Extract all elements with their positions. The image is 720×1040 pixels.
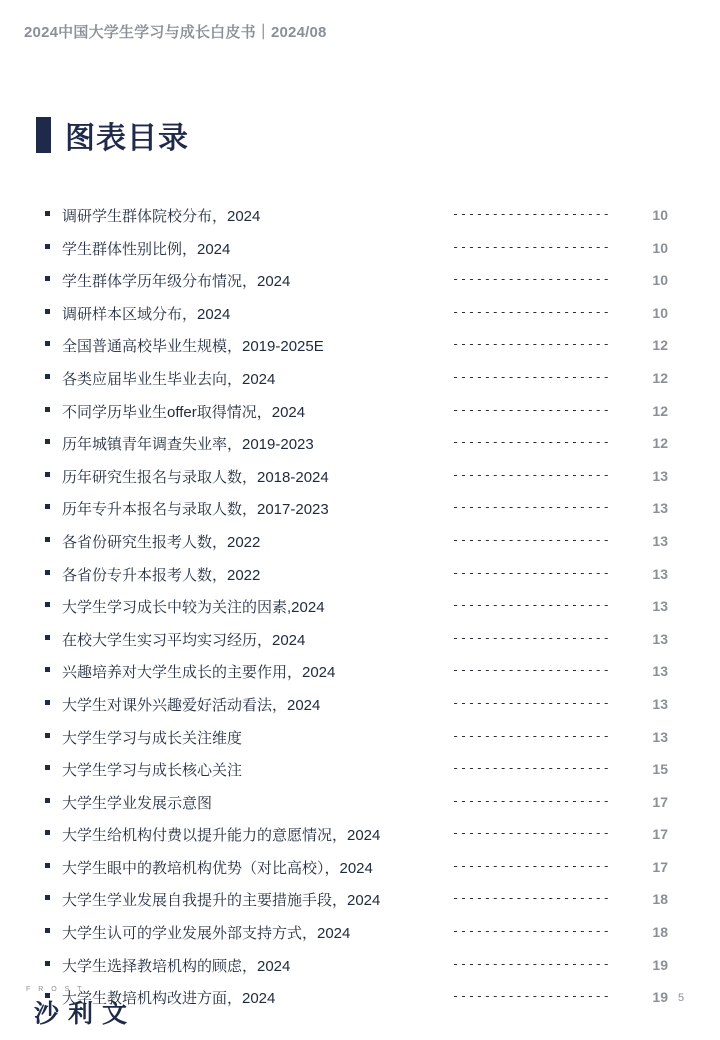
toc-entry[interactable] — [0, 330, 720, 363]
title-accent-bar — [36, 117, 51, 153]
toc-leader-dashes: -------------------- — [452, 598, 611, 613]
bullet-icon — [45, 374, 50, 379]
toc-page-number[interactable]: 12 — [652, 369, 668, 386]
toc-page-number[interactable]: 12 — [652, 435, 668, 452]
toc-entry[interactable] — [0, 624, 720, 657]
toc-leader-dashes: -------------------- — [452, 532, 611, 547]
toc-entry[interactable] — [0, 396, 720, 429]
toc-leader-dashes: -------------------- — [452, 826, 611, 841]
bullet-icon — [45, 537, 50, 542]
bullet-icon — [45, 211, 50, 216]
toc-leader-dashes: -------------------- — [452, 500, 611, 515]
page-number: 5 — [678, 992, 685, 1004]
bullet-icon — [45, 504, 50, 509]
toc-entry-label[interactable]: 大学生眼中的教培机构优势（对比高校），2024 — [62, 859, 373, 877]
bullet-icon — [45, 309, 50, 314]
toc-page-number[interactable]: 13 — [652, 630, 668, 647]
toc-page-number[interactable]: 18 — [652, 924, 668, 941]
toc-entry[interactable] — [0, 722, 720, 755]
toc-leader-dashes: -------------------- — [452, 858, 611, 873]
toc-entry-label[interactable]: 兴趣培养对大学生成长的主要作用，2024 — [62, 664, 336, 682]
toc-page-number[interactable]: 19 — [652, 956, 668, 973]
bullet-icon — [45, 700, 50, 705]
toc-page-number[interactable]: 13 — [652, 663, 668, 680]
toc-leader-dashes: -------------------- — [452, 304, 611, 319]
toc-entry[interactable] — [0, 884, 720, 917]
toc-page-number[interactable]: 10 — [652, 239, 668, 256]
toc-leader-dashes: -------------------- — [452, 402, 611, 417]
toc-leader-dashes: -------------------- — [452, 565, 611, 580]
toc-entry-label[interactable]: 调研学生群体院校分布，2024 — [62, 208, 261, 225]
toc-entry-label[interactable]: 大学生学业发展示意图 — [62, 794, 213, 812]
toc-page-number[interactable]: 10 — [652, 272, 668, 289]
toc-entry-label[interactable]: 大学生学习与成长关注维度 — [62, 729, 243, 747]
toc-entry-label[interactable]: 大学生选择教培机构的顾虑，2024 — [62, 957, 291, 975]
toc-entry-label[interactable]: 各省份研究生报考人数，2022 — [62, 533, 261, 551]
toc-page-number[interactable]: 10 — [652, 207, 668, 223]
bullet-icon — [45, 244, 50, 249]
toc-page-number[interactable]: 12 — [652, 337, 668, 354]
toc-entry[interactable] — [0, 852, 720, 885]
bullet-icon — [45, 439, 50, 444]
toc-entry[interactable] — [0, 461, 720, 494]
toc-entry-label[interactable]: 学生群体性别比例，2024 — [62, 240, 231, 258]
toc-entry-label[interactable]: 大学生学习成长中较为关注的因素,2024 — [62, 599, 325, 617]
toc-leader-dashes: -------------------- — [452, 695, 611, 710]
toc-entry[interactable] — [0, 656, 720, 689]
toc-leader-dashes: -------------------- — [452, 793, 611, 808]
toc-page-number[interactable]: 13 — [652, 532, 668, 549]
running-header: 2024中国大学生学习与成长白皮书｜2024/08 — [24, 24, 327, 41]
bullet-icon — [45, 472, 50, 477]
toc-leader-dashes: -------------------- — [452, 956, 611, 971]
toc-entry[interactable] — [0, 526, 720, 559]
toc-entry[interactable] — [0, 591, 720, 624]
toc-entry-label[interactable]: 大学生学业发展自我提升的主要措施手段，2024 — [62, 892, 381, 910]
toc-entry-label[interactable]: 不同学历毕业生offer取得情况，2024 — [62, 403, 306, 421]
toc-entry-label[interactable]: 在校大学生实习平均实习经历，2024 — [62, 631, 306, 649]
figure-list — [0, 200, 720, 1015]
bullet-icon — [45, 667, 50, 672]
toc-leader-dashes: -------------------- — [452, 891, 611, 906]
bullet-icon — [45, 733, 50, 738]
toc-page-number[interactable]: 13 — [652, 500, 668, 517]
toc-entry[interactable] — [0, 917, 720, 950]
bullet-icon — [45, 635, 50, 640]
toc-leader-dashes: -------------------- — [452, 989, 611, 1004]
toc-entry[interactable] — [0, 819, 720, 852]
toc-leader-dashes: -------------------- — [452, 630, 611, 645]
toc-page-number[interactable]: 17 — [652, 826, 668, 843]
toc-leader-dashes: -------------------- — [452, 369, 611, 384]
toc-entry-label[interactable]: 历年专升本报名与录取人数，2017-2023 — [62, 501, 329, 519]
toc-page-number[interactable]: 10 — [652, 304, 668, 321]
toc-leader-dashes: -------------------- — [452, 337, 611, 352]
brand-logo — [24, 986, 154, 1026]
toc-entry-label[interactable]: 大学生对课外兴趣爱好活动看法，2024 — [62, 696, 321, 714]
logo-wordmark: F R O S T — [26, 986, 85, 993]
toc-entry[interactable] — [0, 298, 720, 331]
bullet-icon — [45, 765, 50, 770]
toc-page-number[interactable]: 18 — [652, 891, 668, 908]
toc-page-number[interactable]: 13 — [652, 695, 668, 712]
toc-entry-label[interactable]: 大学生教培机构改进方面，2024 — [62, 990, 276, 1008]
toc-leader-dashes: -------------------- — [452, 272, 611, 287]
bullet-icon — [45, 570, 50, 575]
bullet-icon — [45, 928, 50, 933]
toc-page-number[interactable]: 13 — [652, 598, 668, 615]
toc-page-number[interactable]: 13 — [652, 565, 668, 582]
toc-entry-label[interactable]: 大学生学习与成长核心关注 — [62, 762, 243, 780]
toc-entry[interactable] — [0, 233, 720, 266]
toc-leader-dashes: -------------------- — [452, 207, 611, 221]
toc-entry-label[interactable]: 历年研究生报名与录取人数，2018-2024 — [62, 468, 329, 486]
toc-entry[interactable] — [0, 200, 720, 233]
toc-leader-dashes: -------------------- — [452, 924, 611, 939]
toc-entry[interactable] — [0, 363, 720, 396]
bullet-icon — [45, 863, 50, 868]
bullet-icon — [45, 602, 50, 607]
toc-leader-dashes: -------------------- — [452, 435, 611, 450]
section-heading — [36, 116, 189, 154]
toc-entry-label[interactable]: 学生群体学历年级分布情况，2024 — [62, 273, 291, 291]
toc-page-number[interactable]: 13 — [652, 728, 668, 745]
toc-entry-label[interactable]: 各省份专升本报考人数，2022 — [62, 566, 261, 584]
toc-leader-dashes: -------------------- — [452, 239, 611, 254]
toc-entry-label[interactable]: 大学生给机构付费以提升能力的意愿情况，2024 — [62, 827, 381, 845]
toc-leader-dashes: -------------------- — [452, 467, 611, 482]
logo-chinese-name: 沙利文 — [34, 999, 137, 1028]
toc-page-number[interactable]: 19 — [652, 989, 668, 1006]
page-title: 图表目录 — [65, 122, 189, 155]
bullet-icon — [45, 407, 50, 412]
toc-entry[interactable] — [0, 265, 720, 298]
toc-entry[interactable] — [0, 689, 720, 722]
toc-leader-dashes: -------------------- — [452, 728, 611, 743]
toc-page-number[interactable]: 17 — [652, 858, 668, 875]
toc-entry[interactable] — [0, 950, 720, 983]
toc-page-number[interactable]: 17 — [652, 793, 668, 810]
toc-leader-dashes: -------------------- — [452, 761, 611, 776]
bullet-icon — [45, 961, 50, 966]
toc-page-number[interactable]: 12 — [652, 402, 668, 419]
toc-entry[interactable] — [0, 754, 720, 787]
toc-entry-label[interactable]: 大学生认可的学业发展外部支持方式，2024 — [62, 925, 351, 943]
toc-entry-label[interactable]: 全国普通高校毕业生规模，2019-2025E — [62, 338, 324, 356]
bullet-icon — [45, 276, 50, 281]
toc-page-number[interactable]: 15 — [652, 761, 668, 778]
toc-entry-label[interactable]: 各类应届毕业生毕业去向，2024 — [62, 370, 276, 388]
toc-entry[interactable] — [0, 493, 720, 526]
toc-entry-label[interactable]: 历年城镇青年调查失业率，2019-2023 — [62, 436, 314, 454]
bullet-icon — [45, 830, 50, 835]
bullet-icon — [45, 798, 50, 803]
toc-entry-label[interactable]: 调研样本区域分布，2024 — [62, 305, 231, 323]
toc-leader-dashes: -------------------- — [452, 663, 611, 678]
bullet-icon — [45, 341, 50, 346]
toc-entry[interactable] — [0, 787, 720, 820]
toc-page-number[interactable]: 13 — [652, 467, 668, 484]
toc-entry[interactable] — [0, 559, 720, 592]
bullet-icon — [45, 895, 50, 900]
toc-entry[interactable] — [0, 428, 720, 461]
